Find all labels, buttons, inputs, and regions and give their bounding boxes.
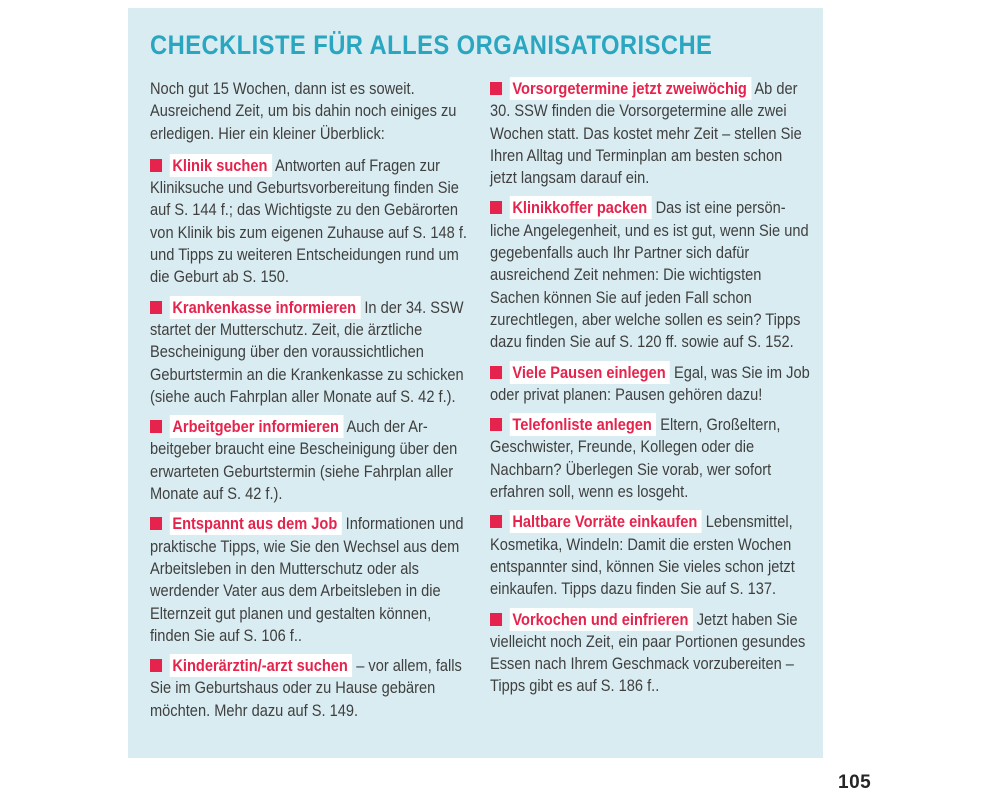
red-square-bullet-icon — [150, 517, 162, 530]
red-square-bullet-icon — [150, 659, 162, 672]
checklist-item — [150, 297, 470, 408]
item-heading: Viele Pausen einlegen — [510, 361, 670, 384]
red-square-bullet-icon — [490, 515, 502, 528]
item-heading: Vorsorgetermine jetzt zweiwöchig — [510, 77, 751, 100]
column-left — [150, 78, 470, 730]
checklist-item — [490, 78, 810, 189]
item-body: Lebensmittel, Kosmetika, Windeln: Damit die ersten Wochen entspannter sind, können Sie vieles schon jetzt einkaufen. Tipps dazu finden Sie auf S. 137. — [490, 512, 795, 599]
item-heading: Entspannt aus dem Job — [170, 512, 342, 535]
item-heading: Klinikkoffer packen — [510, 196, 652, 219]
item-body: Auch der Arbeitgeber braucht eine Bescheinigung über den erwarteten Geburtstermin (siehe Fahrplan aller Monate auf S. 42 f.). — [150, 417, 458, 504]
checklist-items-right — [490, 78, 810, 698]
intro-paragraph: Noch gut 15 Wochen, dann ist es soweit. Ausreichend Zeit, um bis dahin noch einiges zu erledigen. Hier ein kleiner Überblick: — [150, 79, 457, 143]
item-body: In der 34. SSW startet der Mutterschutz. Zeit, die ärztliche Bescheinigung über den voraussichtlichen Geburtstermin an die Krankenkasse zu schicken (siehe auch Fahrplan aller Monate auf S. 42 f.). — [150, 297, 464, 406]
checklist-item — [490, 414, 810, 503]
checklist-item — [150, 655, 470, 722]
item-heading: Klinik suchen — [170, 154, 272, 177]
item-heading: Kinderärztin/-arzt suchen — [170, 654, 352, 677]
checklist-item — [150, 155, 470, 289]
item-heading: Haltbare Vorräte einkaufen — [510, 510, 702, 533]
checklist-item — [150, 416, 470, 505]
item-body: Egal, was Sie im Job oder privat planen: Pausen gehören dazu! — [490, 362, 810, 404]
item-body: Ab der 30. SSW finden die Vorsorgetermine alle zwei Wochen statt. Das kostet mehr Zeit – stellen Sie Ihren Alltag und Terminplan am besten schon jetzt langsam darauf ein. — [490, 79, 802, 188]
red-square-bullet-icon — [490, 366, 502, 379]
page-title: CHECKLISTE FÜR ALLES ORGANISATORISCHE — [150, 30, 713, 60]
checklist-item — [490, 362, 810, 407]
red-square-bullet-icon — [490, 418, 502, 431]
red-square-bullet-icon — [490, 201, 502, 214]
red-square-bullet-icon — [150, 301, 162, 314]
checklist-item — [150, 513, 470, 647]
item-body: Antworten auf Fragen zur Kliniksuche und Geburtsvorbereitung finden Sie auf S. 144 f.; das Wichtigste zu den Gebärorten von Klinik bis zum eigenen Zuhause auf S. 148 f. und Tipps zu weiteren Entscheidungen rund um die Geburt ab S. 150. — [150, 155, 467, 287]
checklist-item — [490, 609, 810, 698]
red-square-bullet-icon — [150, 420, 162, 433]
item-body: Jetzt haben Sie vielleicht noch Zeit, ein paar Portionen gesundes Essen nach Ihrem Geschmack vorzubereiten – Tipps gibt es auf S. 186 f.. — [490, 609, 806, 696]
item-heading: Krankenkasse informieren — [170, 296, 361, 319]
red-square-bullet-icon — [490, 613, 502, 626]
item-heading: Telefonliste anlegen — [510, 413, 656, 436]
page-number: 105 — [838, 772, 872, 793]
checklist-items-left — [150, 155, 470, 722]
item-body: Informationen und praktische Tipps, wie Sie den Wechsel aus dem Arbeitsleben in den Mutterschutz oder als werdender Vater aus dem Arbeitsleben in die Elternzeit gut planen und gestalten können, finden Sie auf S. 106 f.. — [150, 514, 464, 645]
checklist-item — [490, 197, 810, 353]
red-square-bullet-icon — [150, 159, 162, 172]
checklist-panel — [128, 8, 823, 758]
item-heading: Vorkochen und einfrieren — [510, 608, 693, 631]
item-heading: Arbeitgeber informieren — [170, 415, 343, 438]
column-right — [490, 78, 810, 706]
item-body: Eltern, Großeltern, Geschwister, Freunde, Kollegen oder die Nachbarn? Überlegen Sie vorab, wer sofort erfahren soll, wenn es losgeht. — [490, 415, 781, 502]
checklist-item — [490, 511, 810, 600]
item-body: – vor allem, falls Sie im Geburtshaus oder zu Hause gebären möchten. Mehr dazu auf S. 149. — [150, 656, 462, 720]
red-square-bullet-icon — [490, 82, 502, 95]
item-body: Das ist eine persönliche Angelegenheit, und es ist gut, wenn Sie und gegebenfalls auch Ihr Partner sich dafür ausreichend Zeit nehmen: Die wichtigsten Sachen können Sie auf jeden Fall schon zurechtlegen, aber welche sollen es sein? Tipps dazu finden Sie auf S. 120 ff. sowie auf S. 152. — [490, 198, 809, 352]
